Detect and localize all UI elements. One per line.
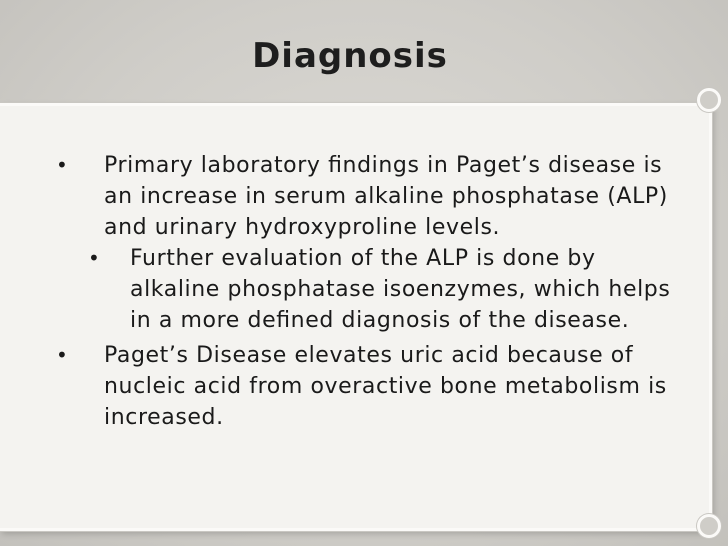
bullet-line: nucleic acid from overactive bone metabolism is [104,374,667,399]
bullet-line: Further evaluation of the ALP is done by [130,246,596,271]
bullet-line: an increase in serum alkaline phosphatase (ALP) [104,184,668,209]
bullet-marker: • [56,153,69,177]
bullet-item-1 [0,150,712,243]
bullet-line: increased. [104,405,224,430]
bullet-marker: • [56,343,69,367]
sub-bullet-marker: • [88,246,101,270]
panel-corner-bottom-right [697,514,721,538]
bullet-line: in a more deﬁned diagnosis of the disease. [130,308,630,333]
bullet-item-2 [0,340,712,433]
bullet-line: Paget’s Disease elevates uric acid because of [104,343,634,368]
bullet-line: and urinary hydroxyproline levels. [104,215,501,240]
panel-corner-top-right [697,88,721,112]
sub-bullet-item-1 [0,243,712,336]
bullet-line: alkaline phosphatase isoenzymes, which helps [130,277,671,302]
slide-title: Diagnosis [252,36,448,76]
bullet-list [0,150,712,433]
bullet-line: Primary laboratory ﬁndings in Paget’s disease is [104,153,663,178]
